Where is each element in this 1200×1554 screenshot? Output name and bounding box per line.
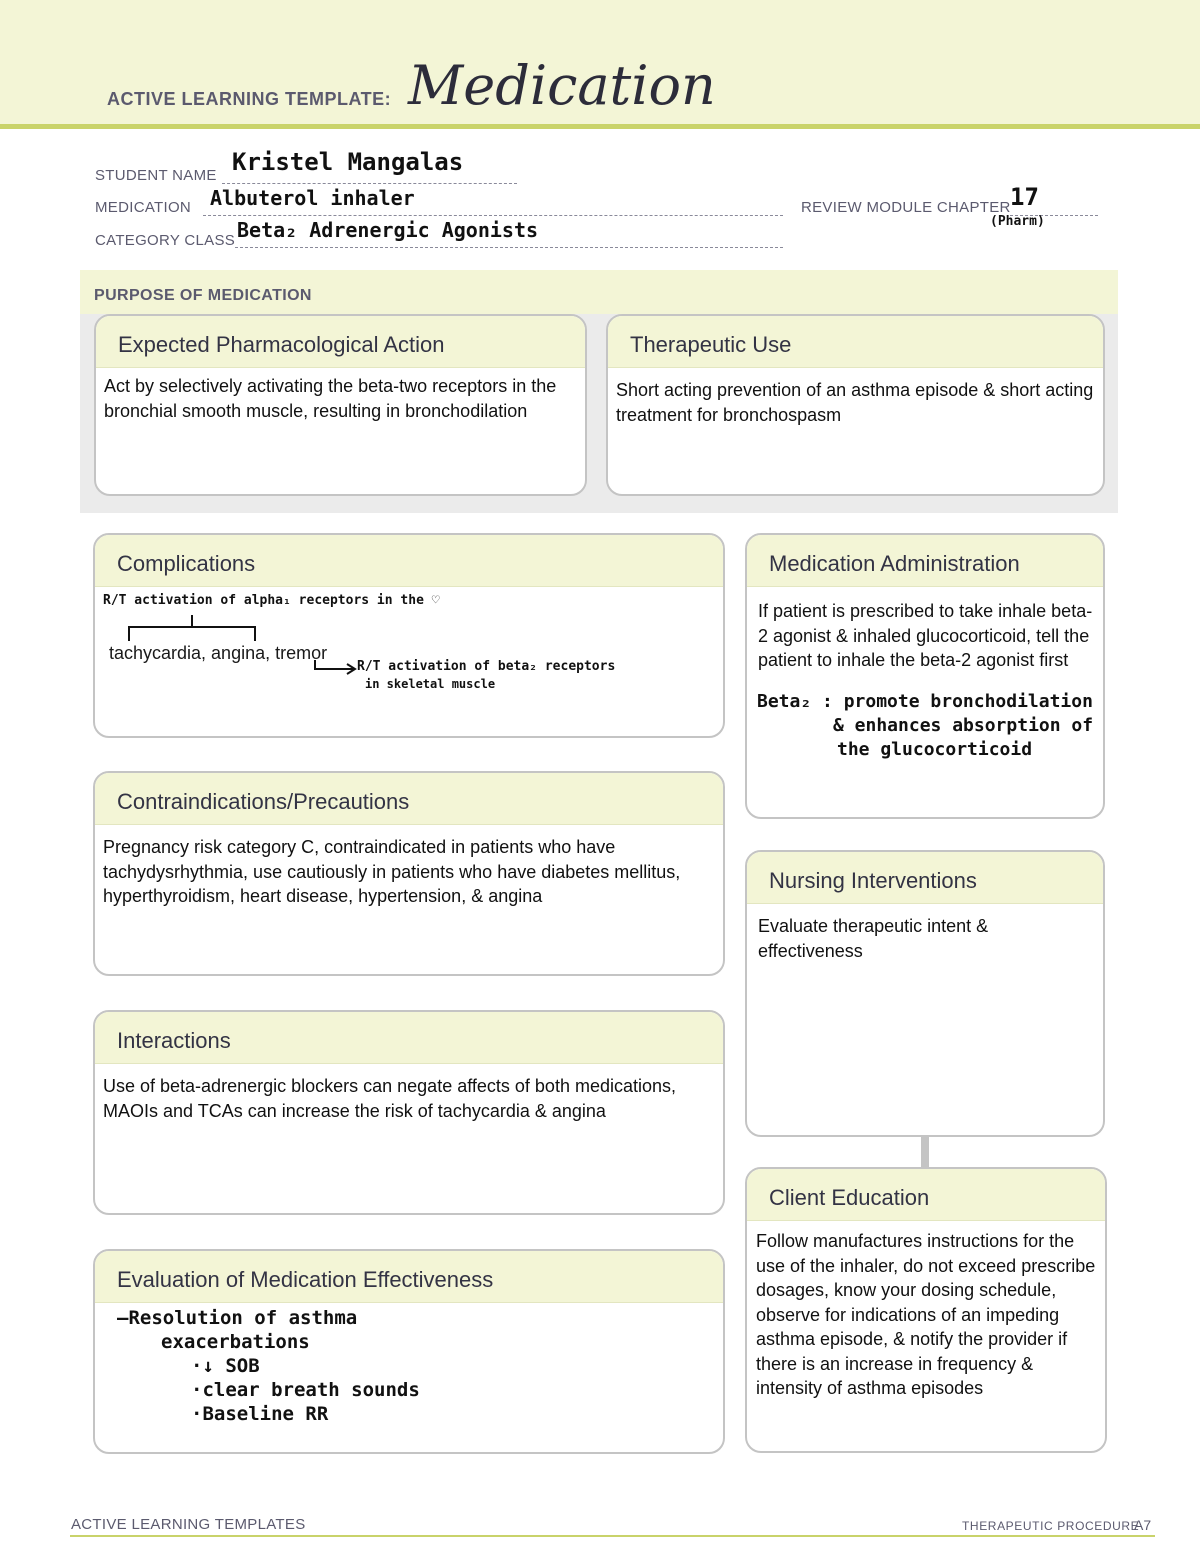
evaluation-hand-3: ·↓ SOB [191, 1355, 260, 1377]
box-connector [921, 1137, 929, 1167]
client-education-text: Follow manufactures instructions for the use of the inhaler, do not exceed prescribe dosages, know your dosing schedule, observe for indications of an impeding asthma episode, & notify the provider if there is an increase in frequency & intensity of asthma episodes [756, 1231, 1096, 1398]
complications-hand-note-1: R/T activation of alpha₁ receptors in the ♡ [103, 593, 440, 608]
review-module-value: 17 [1010, 183, 1039, 211]
therapeutic-use-box [606, 314, 1105, 496]
expected-action-title: Expected Pharmacological Action [96, 316, 585, 368]
header-divider [0, 124, 1200, 129]
medication-administration-hand-3: the glucocorticoid [837, 739, 1033, 760]
interactions-text: Use of beta-adrenergic blockers can negate affects of both medications, MAOIs and TCAs can increase the risk of tachycardia & angina [103, 1076, 677, 1121]
student-name-label: STUDENT NAME [95, 167, 217, 184]
medication-administration-box [745, 533, 1105, 819]
nursing-interventions-text: Evaluate therapeutic intent & effectiveness [758, 916, 989, 961]
evaluation-box [93, 1249, 725, 1454]
client-education-title: Client Education [747, 1169, 1105, 1221]
complications-title: Complications [95, 535, 723, 587]
footer-divider [70, 1535, 1155, 1537]
student-name-value: Kristel Mangalas [232, 148, 464, 176]
evaluation-hand-1: —Resolution of asthma [117, 1307, 358, 1329]
contraindications-title: Contraindications/Precautions [95, 773, 723, 825]
medication-label: MEDICATION [95, 199, 192, 216]
complications-box [93, 533, 725, 738]
purpose-label: PURPOSE OF MEDICATION [94, 287, 312, 304]
medication-line [203, 215, 783, 216]
evaluation-hand-2: exacerbations [161, 1331, 310, 1353]
expected-action-text: Act by selectively activating the beta-two receptors in the bronchial smooth muscle, resulting in bronchodilation [104, 376, 557, 421]
review-module-label: REVIEW MODULE CHAPTER [801, 199, 1011, 216]
contraindications-text: Pregnancy risk category C, contraindicated in patients who have tachydysrhythmia, use cautiously in patients who have diabetes mellitus, hyperthyroidism, heart disease, hypertension, & angina [103, 837, 681, 906]
nursing-interventions-box [745, 850, 1105, 1137]
evaluation-hand-4: ·clear breath sounds [191, 1379, 420, 1401]
nursing-interventions-title: Nursing Interventions [747, 852, 1103, 904]
complications-hand-note-2: R/T activation of beta₂ receptors [357, 659, 616, 674]
client-education-box [745, 1167, 1107, 1453]
student-name-line [222, 183, 517, 184]
medication-value: Albuterol inhaler [210, 186, 415, 210]
interactions-title: Interactions [95, 1012, 723, 1064]
therapeutic-use-title: Therapeutic Use [608, 316, 1103, 368]
review-module-note: (Pharm) [990, 214, 1045, 229]
medication-administration-hand-1: Beta₂ : promote bronchodilation [757, 691, 1093, 712]
template-title: Medication [408, 54, 716, 117]
template-label: ACTIVE LEARNING TEMPLATE: [107, 89, 392, 109]
page-number: A7 [1134, 1517, 1152, 1533]
medication-administration-text: If patient is prescribed to take inhale beta-2 agonist & inhaled glucocorticoid, tell the patient to inhale the beta-2 agonist first [758, 601, 1093, 670]
bracket-icon [125, 611, 265, 645]
evaluation-hand-5: ·Baseline RR [191, 1403, 329, 1425]
complications-hand-note-3: in skeletal muscle [365, 677, 496, 691]
category-class-line [235, 247, 783, 248]
therapeutic-use-text: Short acting prevention of an asthma episode & short acting treatment for bronchospasm [616, 380, 1094, 425]
evaluation-title: Evaluation of Medication Effectiveness [95, 1251, 723, 1303]
expected-action-box [94, 314, 587, 496]
interactions-box [93, 1010, 725, 1215]
footer-right-label: THERAPEUTIC PROCEDURE [962, 1519, 1140, 1533]
arrow-icon [313, 659, 359, 675]
medication-administration-hand-2: & enhances absorption of [833, 715, 1094, 736]
complications-text: tachycardia, angina, tremor [109, 643, 328, 663]
category-class-label: CATEGORY CLASS [95, 232, 236, 249]
footer-left-label: ACTIVE LEARNING TEMPLATES [71, 1516, 306, 1533]
medication-administration-title: Medication Administration [747, 535, 1103, 587]
category-class-value: Beta₂ Adrenergic Agonists [237, 218, 539, 242]
contraindications-box [93, 771, 725, 976]
